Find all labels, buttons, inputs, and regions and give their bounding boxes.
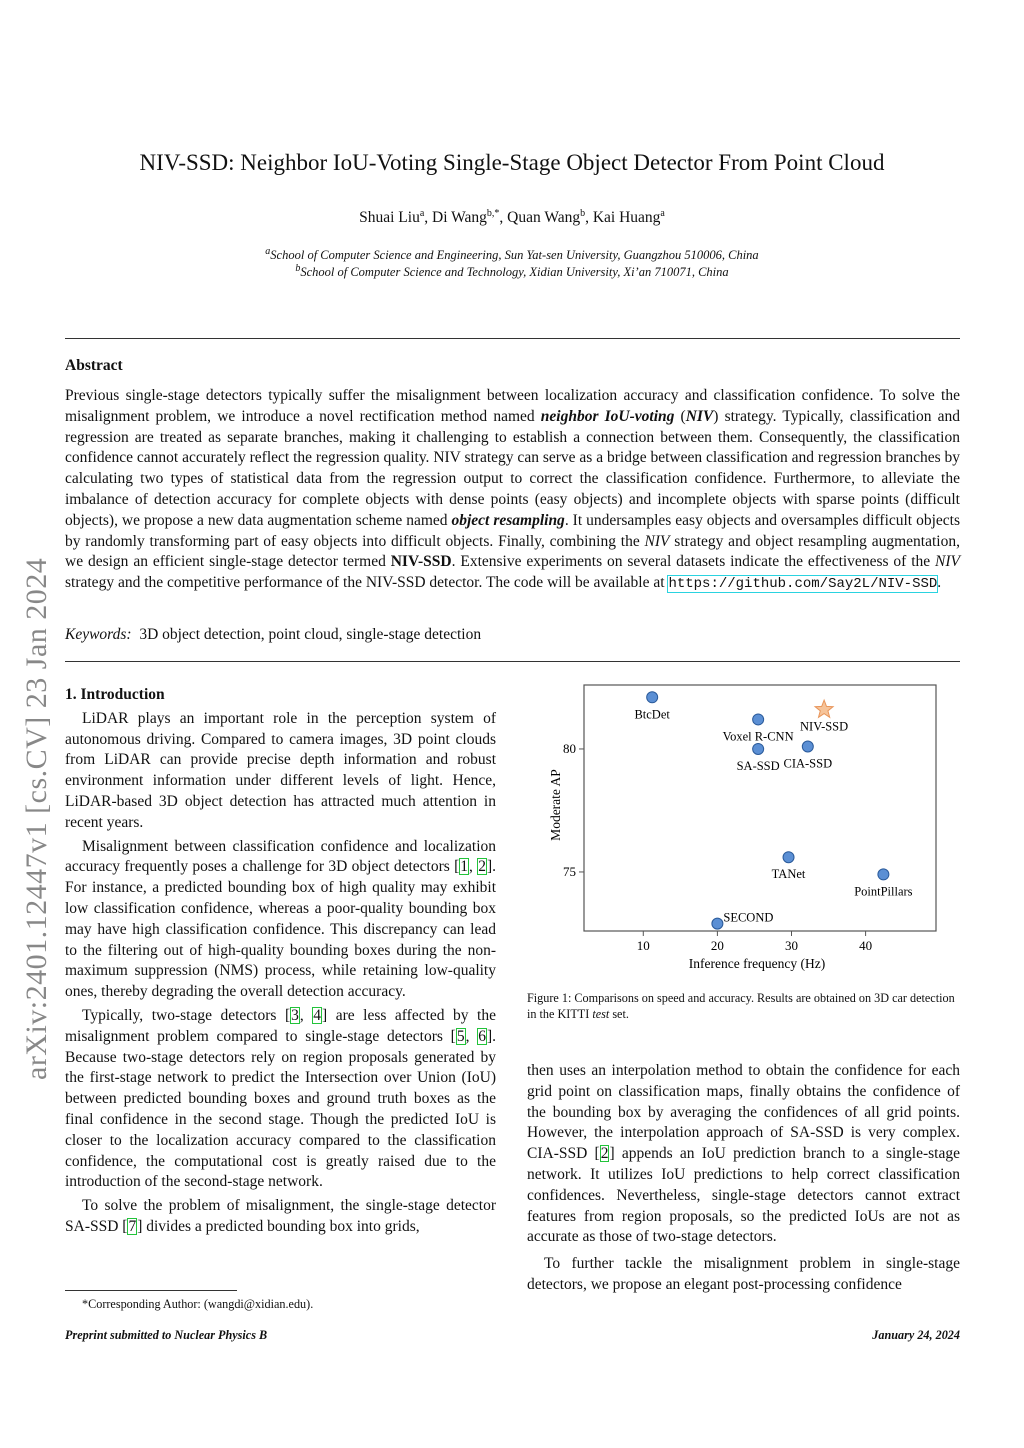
author-affiliation-mark: a: [419, 208, 425, 219]
bottom-rule: [65, 661, 960, 662]
abstract-text: strategy and the competitive performance of the NIV-SSD detector. The code will be available at: [65, 574, 669, 592]
citation-link[interactable]: 4: [313, 1006, 322, 1024]
paper-title: NIV-SSD: Neighbor IoU-Voting Single-Stage Object Detector From Point Cloud: [139, 150, 885, 175]
keywords-text: 3D object detection, point cloud, single-stage detection: [139, 626, 482, 643]
paragraph-text: ] divides a predicted bounding box into grids,: [137, 1217, 420, 1235]
data-point: [802, 741, 813, 752]
data-point-label: PointPillars: [854, 884, 913, 899]
abstract-text: .: [937, 574, 942, 592]
figure-caption: [527, 990, 960, 1022]
paragraph-text: ]. For instance, a predicted bounding box of high quality may exhibit low classification confidence, whereas a poor-quality bounding box may have high classification confidence. This discrepancy can lead to the filtering out of high-quality bounding boxes during the non-maximum suppression (NMS) process, while retaining low-quality ones, thereby degrading the overall detection accuracy.: [65, 858, 496, 1001]
paragraph-text: ,: [299, 1006, 313, 1024]
author-name: Kai Huang: [592, 209, 661, 227]
body-paragraph: [527, 1061, 960, 1248]
y-tick-label: 80: [563, 740, 576, 756]
data-point-star: [815, 700, 833, 717]
body-paragraph: To further tackle the misalignment problem in single-stage detectors, we propose an elegant post-processing confidence: [527, 1255, 960, 1293]
keywords: [65, 626, 481, 644]
data-point: [647, 692, 658, 703]
affiliation-b: [0, 263, 1024, 280]
caption-text: test: [592, 1007, 610, 1021]
x-tick-label: 20: [710, 938, 724, 953]
speed-accuracy-chart: [527, 677, 960, 977]
data-point: [753, 714, 764, 725]
x-axis-label: Inference frequency (Hz): [688, 956, 826, 971]
abstract-heading: Abstract: [65, 357, 123, 374]
data-point-label: SA-SSD: [736, 758, 780, 773]
intro-paragraph: LiDAR plays an important role in the perception system of autonomous driving. Compared to camera images, 3D point clouds from LiDAR can provide precise depth information and robust environment information under different levels of light. Hence, LiDAR-based 3D object detection has attracted much attention in recent years.: [65, 709, 496, 831]
intro-paragraph: [65, 837, 496, 1003]
abstract-body: [65, 386, 960, 595]
y-tick-label: 75: [563, 863, 576, 879]
author-affiliation-mark: a: [660, 208, 665, 219]
data-point-label: Voxel R-CNN: [722, 729, 794, 744]
abstract-text: . Extensive experiments on several datasets indicate the effectiveness of the: [451, 553, 936, 571]
arxiv-stamp: arXiv:2401.12447v1 [cs.CV] 23 Jan 2024: [20, 557, 53, 1080]
paragraph-text: then uses an interpolation method to obtain the confidence for each grid point on classification maps, finally obtains the confidence of the bounding box by averaging the confidences of all grid points. However, the interpolation approach of SA-SSD is very complex. CIA-SSD [: [527, 1062, 960, 1163]
abstract-text: ) strategy. Typically, classification and regression are treated as separate branches, making it challenging to establish a connection between them. Consequently, the classification confidence cannot accurately reflect the regression quality. NIV strategy can serve as a bridge between classification and regression branches by calculating two types of statistical data from the regression output to correct the classification confidence. Furthermore, to alleviate the imbalance of detection accuracy for complete objects with dense points (easy objects) and incomplete objects with sparse points (difficult objects), we propose a new data augmentation scheme named: [65, 407, 960, 529]
citation-link[interactable]: 3: [291, 1006, 299, 1024]
paragraph-text: To solve the problem of misalignment, the single-stage detector SA-SSD [: [65, 1197, 496, 1235]
abstract-term: neighbor IoU-voting: [540, 407, 675, 425]
x-tick-label: 30: [784, 938, 798, 953]
data-point: [712, 918, 723, 929]
data-point: [878, 869, 889, 880]
author-list: Shuai Liu$^a$, Di Wang$^{b,*}$, Quan Wang$^b$, Kai Huang$^a$: [359, 208, 665, 227]
code-url-link[interactable]: https://github.com/Say2L/NIV-SSD: [668, 576, 938, 593]
right-column: [527, 1061, 960, 1299]
data-point-label: CIA-SSD: [783, 756, 833, 771]
paragraph-text: ] appends an IoU prediction branch to a single-stage network. It utilizes IoU predictions to help correct classification confidences. Nevertheless, single-stage detectors cannot extract features from region proposals, so the predicted IoUs are not as accurate as those of two-stage detectors.: [527, 1145, 960, 1246]
paragraph-text: ]. Because two-stage detectors rely on region proposals generated by the first-stage network to predict the Intersection over Union (IoU) between predicted bounding boxes and ground truth boxes as the final confidence in the second stage. Though the predicted IoU is closer to the localization accuracy compared to the classification confidence, the computational cost is greatly raised due to the introduction of the second-stage network.: [65, 1027, 496, 1191]
footnote-rule: [65, 1290, 237, 1291]
abstract-term: NIV: [644, 532, 670, 550]
footer-journal: Preprint submitted to Nuclear Physics B: [65, 1328, 268, 1342]
y-axis-label: Moderate AP: [548, 769, 563, 841]
x-tick-label: 40: [859, 938, 873, 953]
citation-link[interactable]: 2: [478, 858, 486, 876]
author-name: Quan Wang: [507, 209, 581, 227]
data-point-label: SECOND: [723, 910, 774, 925]
data-point-label: NIV-SSD: [800, 719, 849, 734]
left-column: [65, 685, 496, 1241]
abstract-text: . It undersamples easy objects and oversamples difficult objects by randomly transforming part of easy objects into difficult objects. Finally, combining the: [65, 511, 960, 550]
intro-paragraph: [65, 1006, 496, 1193]
paragraph-text: Typically, two-stage detectors [: [82, 1006, 291, 1024]
author-name: Shuai Liu: [359, 209, 420, 227]
top-rule: [65, 338, 960, 339]
footer-date: January 24, 2024: [872, 1328, 960, 1342]
paragraph-text: Misalignment between classification confidence and localization accuracy frequently poses a challenge for 3D object detectors [: [65, 837, 496, 876]
caption-text: set.: [609, 1007, 629, 1021]
paragraph-text: ,: [469, 858, 478, 876]
affiliation-text: School of Computer Science and Technology, Xidian University, Xi’an 710071, China: [300, 265, 729, 280]
abstract-text: (: [674, 407, 686, 425]
citation-link[interactable]: 6: [478, 1027, 486, 1045]
affiliation-mark: a: [265, 246, 271, 257]
citation-link[interactable]: 1: [460, 858, 469, 876]
affiliation-mark: b: [295, 263, 301, 274]
x-tick-label: 10: [636, 938, 650, 953]
citation-link[interactable]: 7: [128, 1217, 137, 1235]
caption-text: Figure 1: Comparisons on speed and accuracy. Results are obtained on 3D car detection in the KITTI: [527, 991, 955, 1021]
data-point: [753, 743, 764, 754]
intro-paragraph: [65, 1196, 496, 1238]
citation-link[interactable]: 5: [456, 1027, 465, 1045]
affiliation-a: [0, 246, 1024, 263]
abstract-term: object resampling: [451, 511, 565, 529]
data-point: [783, 852, 794, 863]
author-affiliation-mark: b,*: [486, 208, 500, 219]
keywords-label: Keywords:: [65, 626, 132, 643]
footnote: *Corresponding Author: (wangdi@xidian.edu).: [82, 1297, 314, 1311]
data-point-label: BtcDet: [634, 707, 670, 722]
affiliation-text: School of Computer Science and Engineering, Sun Yat-sen University, Guangzhou 510006, China: [270, 248, 759, 263]
paragraph-text: ] are less affected by the misalignment problem compared to single-stage detectors [: [65, 1006, 496, 1045]
abstract-text: Previous single-stage detectors typically suffer the misalignment between localization accuracy and classification confidence. To solve the misalignment problem, we introduce a novel rectification method named: [65, 387, 960, 425]
author-name: Di Wang: [432, 209, 487, 227]
citation-link[interactable]: 2: [600, 1145, 609, 1163]
paragraph-text: ,: [465, 1027, 478, 1045]
abstract-text: strategy and object resampling augmentation, we design an efficient single-stage detector termed: [65, 532, 960, 571]
abstract-term: NIV-SSD: [390, 553, 452, 571]
section-heading: 1. Introduction: [65, 686, 165, 703]
data-point-label: TANet: [771, 867, 806, 882]
abstract-term: NIV: [685, 407, 714, 425]
abstract-term: NIV: [935, 553, 960, 571]
author-affiliation-mark: b: [580, 208, 586, 219]
